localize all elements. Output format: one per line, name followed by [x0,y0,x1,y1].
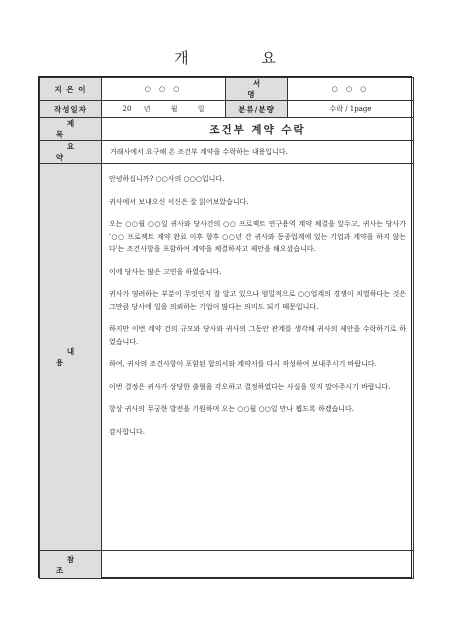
date-label: 작성일자 [40,101,102,118]
title-value: 조건부 계약 수락 [102,118,414,141]
body-paragraph: 이번 결정은 귀사가 상당한 출혈을 각오하고 결정하였다는 사실을 잊지 말아주시기 바랍니다. [109,382,391,391]
body-paragraph: 안녕하십니까? ○○사의 ○○○입니다. [109,175,225,183]
name-label: 서 명 [226,78,288,101]
reference-label: 참 조 [40,551,102,579]
summary-value: 거래사에서 요구해 온 조건부 계약을 수락하는 내용입니다. [102,141,414,164]
date-year-unit: 년 [143,105,151,113]
date-year: 20 [122,105,132,113]
date-value [102,101,226,118]
content-body [102,164,414,551]
body-paragraph: 감사합니다. [109,427,146,436]
document-heading: 개 요 [174,49,310,67]
body-paragraph: 하여, 귀사의 조건사항이 포함된 합의서와 계약서를 다시 작성하여 보내주시기 바랍니다. [109,360,377,368]
name-value: ○ ○ ○ [288,78,414,101]
row-summary [40,141,414,164]
title-label: 제 목 [40,118,102,141]
body-paragraph: 오는 ○○월 ○○일 귀사와 당사간의 ○○ 프로젝트 연구용역 계약 체결을 앞두고, 귀사는 당사가 '○○ 프로젝트 계약 완료 이후 향후 ○○년 간 귀사와 동종업계에 있는 기업과 계약을 하지 않는다'는 조건사항을 포함하여 계약을 체결하자고 제안을 해오셨습니다. [109,220,406,253]
form-table [39,77,414,579]
body-paragraph: 항상 귀사의 무궁한 발전을 기원하며 오는 ○○월 ○○일 만나 뵙도록 하겠습니다. [109,405,355,413]
body-paragraph: 하지만 이번 계약 건의 규모와 당사와 귀사의 그동안 관계를 생각해 귀사의 제안을 수락하기로 하였습니다. [109,325,406,346]
row-author [40,78,414,101]
summary-form [38,76,412,578]
reference-value [102,551,414,579]
author-value: ○ ○ ○ [102,78,226,101]
date-month-unit: 월 [170,105,178,113]
author-label: 지 은 이 [40,78,102,101]
summary-label: 요 약 [40,141,102,164]
date-day-unit: 일 [197,105,205,113]
row-content [40,164,414,551]
row-title [40,118,414,141]
body-paragraph: 이에 당사는 많은 고민을 하였습니다. [109,267,222,276]
content-label: 내 용 [40,164,102,551]
category-label: 분류/분량 [226,101,288,118]
category-value: 수락 / 1page [288,101,414,118]
row-reference [40,551,414,579]
row-date [40,101,414,118]
body-paragraph: 귀사가 염려하는 부분이 무엇인지 잘 알고 있으나 엄밀적으로 ○○업계의 경쟁이 치열하다는 것은 그만큼 당사에 일을 의뢰하는 기업이 많다는 의미도 되기 때문입니다. [109,290,406,311]
body-paragraph: 귀사에서 보내오신 서신은 잘 읽어보았습니다. [109,197,249,206]
